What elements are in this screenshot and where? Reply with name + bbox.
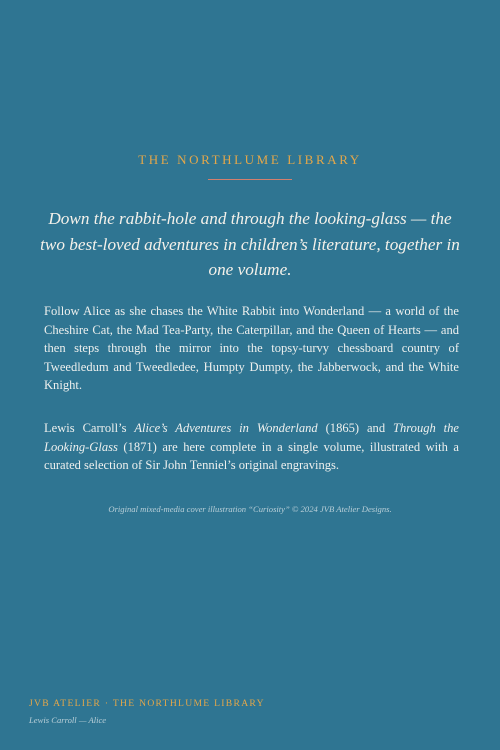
footer-imprint: JVB ATELIER · THE NORTHLUME LIBRARY: [29, 698, 265, 709]
description-paragraph-1: Follow Alice as she chases the White Rabbit into Wonderland — a world of the Cheshire Cat, the Mad Tea-Party, the Caterpillar, and the Queen of Hearts — and then steps through the mirror into the topsy-turvy chessboard country of Tweedledum and Tweedledee, Humpty Dumpty, the Jabberwock, and the White Knight.: [44, 304, 459, 392]
paragraph-2-text-a: Lewis Carroll’s: [44, 421, 135, 435]
series-title: THE NORTHLUME LIBRARY: [138, 152, 362, 167]
paragraph-2-text-c: (1871) are here complete in a single volume, illustrated with a curated selection of Sir John Tenniel’s original engravings.: [44, 439, 459, 472]
book-title-wonderland: Alice’s Adventures in Wonderland: [134, 421, 318, 435]
description-paragraph-2: [44, 419, 459, 475]
footer-subtitle: Lewis Carroll — Alice: [29, 715, 107, 725]
tagline: Down the rabbit-hole and through the looking-glass — the two best-loved adventures in children’s literature, together in one volume.: [40, 209, 460, 279]
paragraph-2-text-b: (1865) and: [317, 421, 393, 435]
illustration-credit: Original mixed-media cover illustration “Curiosity” © 2024 JVB Atelier Designs.: [108, 504, 392, 514]
book-title-looking-glass: Through the Looking-Glass: [44, 421, 459, 454]
divider-rule: [208, 179, 292, 180]
